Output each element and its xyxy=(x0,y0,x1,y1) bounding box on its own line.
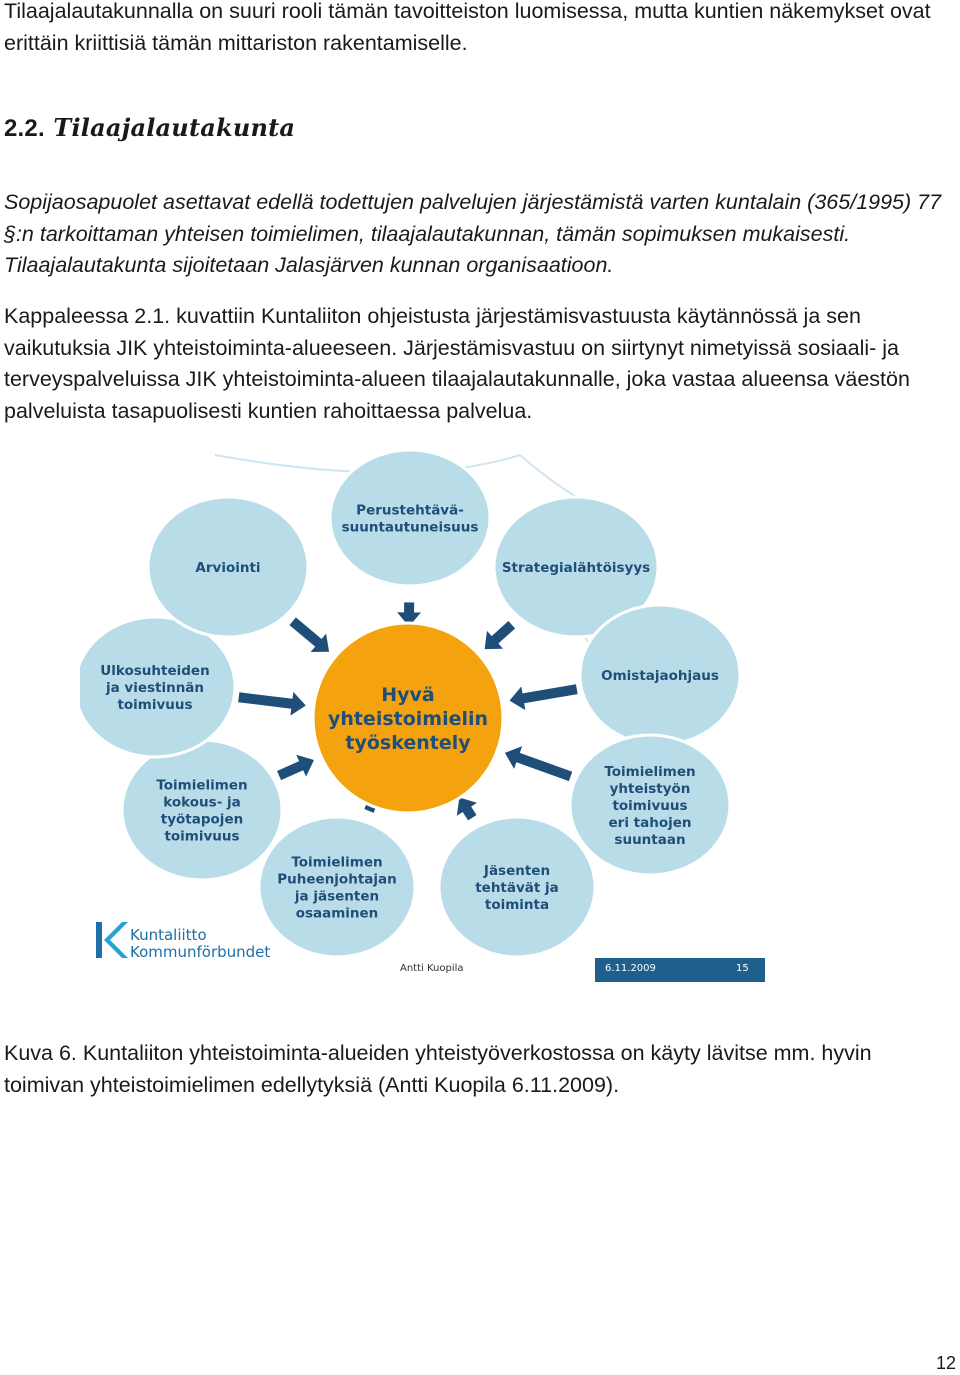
diagram-bubble xyxy=(80,617,235,757)
diagram-figure xyxy=(80,450,765,982)
center-label: Hyvä xyxy=(381,684,435,706)
footer-slide-number: 15 xyxy=(736,963,749,974)
bubble-label: Arviointi xyxy=(195,560,261,576)
diagram-bubble xyxy=(439,817,595,957)
section-title: Tilaajalautakunta xyxy=(53,113,296,142)
bubble-label: toimivuus xyxy=(612,798,688,814)
bubble-label: tehtävät ja xyxy=(475,880,559,896)
bubble-label: osaaminen xyxy=(295,905,379,922)
center-label: työskentely xyxy=(345,732,471,754)
center-label: yhteistoimielin xyxy=(327,708,489,730)
bubble-label: ja viestinnän xyxy=(105,680,205,696)
diagram-bubble xyxy=(330,450,490,586)
figure-caption: Kuva 6. Kuntaliiton yhteistoiminta-alueiden yhteistyöverkostossa on käyty lävitse mm. hyvin toimivan yhteistoimielimen edellytyksiä (Antti Kuopila 6.11.2009). xyxy=(4,1041,872,1097)
bubble-label: Toimielimen xyxy=(156,777,248,794)
bubble-label: työtapojen xyxy=(160,811,244,828)
bubble-label: toimivuus xyxy=(164,828,240,845)
diagram-svg xyxy=(80,450,765,982)
bubble-label: Toimielimen xyxy=(604,764,696,780)
diagram-bubble xyxy=(570,735,730,875)
intro-paragraph: Tilaajalautakunnalla on suuri rooli tämän tavoitteiston luomisessa, mutta kuntien näkemykset ovat erittäin kriittisiä tämän mittariston rakentamiselle. xyxy=(4,0,931,55)
bubble-label: Perustehtävä- xyxy=(356,502,464,519)
logo-line-1: Kuntaliitto xyxy=(130,926,207,944)
bubble-label: Puheenjohtajan xyxy=(277,871,397,888)
center-bubble xyxy=(313,623,503,813)
footer-date: 6.11.2009 xyxy=(605,963,656,974)
bubble-label: yhteistyön xyxy=(609,781,691,797)
bubble-label: Omistajaohjaus xyxy=(601,668,719,684)
bubble-label: suuntaan xyxy=(614,832,686,848)
body-paragraph: Kappaleessa 2.1. kuvattiin Kuntaliiton ohjeistusta järjestämisvastuusta käytännössä ja sen vaikutuksia JIK yhteistoiminta-alueeseen. Järjestämisvastuu on siirtynyt nimetyissä sosiaali- ja terveyspalveluissa JIK yhteistoiminta-alueen tilaajalautakunnalle, joka vastaa alueensa väestön palveluista tasapuolisesti kuntien rahoittaessa palvelua. xyxy=(4,304,910,423)
bubble-label: kokous- ja xyxy=(163,794,241,811)
bubble-label: toimivuus xyxy=(117,697,193,713)
italic-paragraph: Sopijaosapuolet asettavat edellä todettujen palvelujen järjestämistä varten kuntalain (365/1995) 77 §:n tarkoittaman yhteisen toimielimen, tilaajalautakunnan, tämän sopimuksen mukaisesti. Tilaajalautakunta sijoitetaan Jalasjärven kunnan organisaatioon. xyxy=(4,190,942,277)
diagram-bubble xyxy=(580,605,740,745)
section-number: 2.2. xyxy=(4,115,45,142)
bubble-label: toiminta xyxy=(484,897,550,913)
diagram-bubble xyxy=(148,497,308,637)
bubble-label: Toimielimen xyxy=(291,854,383,871)
bubble-label: ja jäsenten xyxy=(294,888,380,905)
logo-line-2: Kommunförbundet xyxy=(130,943,271,961)
bubble-label: Jäsenten xyxy=(483,863,551,879)
bubble-label: eri tahojen xyxy=(608,815,692,831)
bubble-label: Strategialähtöisyys xyxy=(501,560,651,576)
bubble-label: Ulkosuhteiden xyxy=(100,663,210,679)
diagram-bubble xyxy=(259,817,415,957)
footer-author: Antti Kuopila xyxy=(400,963,464,974)
section-heading xyxy=(4,113,295,143)
page-number: 12 xyxy=(935,1353,956,1373)
diagram-bubble xyxy=(122,740,282,880)
bubble-label: suuntautuneisuus xyxy=(341,519,479,536)
